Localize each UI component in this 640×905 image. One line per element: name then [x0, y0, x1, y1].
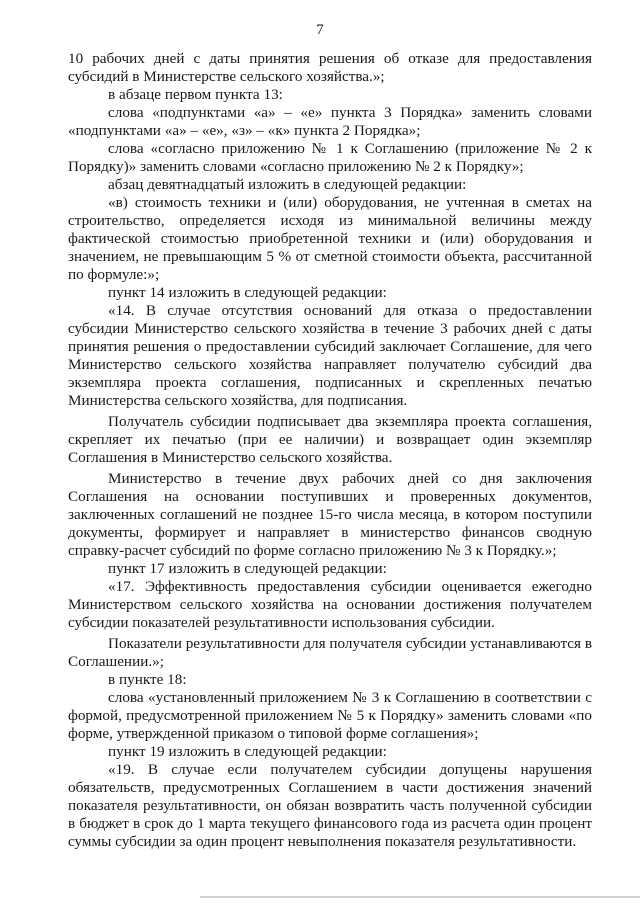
paragraph-6: «в) стоимость техники и (или) оборудования, не учтенная в сметах на строительство, определяется исходя из минимальной величины между фактической стоимостью приобретенной техники и (или) оборудования и значением, не превышающим 5 % от сметной стоимости объекта, рассчитанной по формуле:»; [68, 194, 592, 283]
paragraph-12: «17. Эффективность предоставления субсидии оценивается ежегодно Министерством сельского хозяйства на основании достижения получателем субсидии показателей результативности использования субсидии. [68, 578, 592, 631]
paragraph-9: Получатель субсидии подписывает два экземпляра проекта соглашения, скрепляет их печатью (при ее наличии) и возвращает один экземпляр Соглашения в Министерство сельского хозяйства. [68, 413, 592, 466]
paragraph-2: в абзаце первом пункта 13: [108, 86, 283, 103]
document-body [68, 50, 592, 851]
scan-edge-line [200, 896, 640, 898]
paragraph-17: «19. В случае если получателем субсидии допущены нарушения обязательств, предусмотренных Соглашением в части достижения значений показателя результативности, он обязан возвратить часть полученной субсидии в бюджет в срок до 1 марта текущего финансового года из расчета один процент суммы субсидии за один процент невыполнения показателя результативности. [68, 761, 592, 850]
paragraph-1: 10 рабочих дней с даты принятия решения об отказе для предоставления субсидий в Министерстве сельского хозяйства.»; [68, 50, 592, 85]
paragraph-10: Министерство в течение двух рабочих дней со дня заключения Соглашения на основании поступивших и проверенных документов, заключенных соглашений не позднее 15-го числа месяца, в котором поступили документы, формирует и направляет в министерство финансов сводную справку-расчет субсидий по форме согласно приложению № 3 к Порядку.»; [68, 470, 592, 559]
paragraph-16: пункт 19 изложить в следующей редакции: [108, 743, 387, 760]
page-number: 7 [316, 22, 324, 38]
paragraph-15: слова «установленный приложением № 3 к Соглашению в соответствии с формой, предусмотренной приложением № 5 к Порядку» заменить словами «по форме, утвержденной приказом о типовой форме соглашения»; [68, 689, 592, 742]
paragraph-3: слова «подпунктами «а» – «е» пункта 3 Порядка» заменить словами «подпунктами «а» – «е», «з» – «к» пункта 2 Порядка»; [68, 104, 592, 139]
paragraph-8: «14. В случае отсутствия оснований для отказа о предоставлении субсидии Министерство сельского хозяйства в течение 3 рабочих дней с даты принятия решения о предоставлении субсидий заключает Соглашение, для чего Министерство сельского хозяйства направляет получателю субсидий два экземпляра проекта соглашения, подписанных и скрепленных печатью Министерства сельского хозяйства, для подписания. [68, 302, 592, 409]
paragraph-11: пункт 17 изложить в следующей редакции: [108, 560, 387, 577]
paragraph-7: пункт 14 изложить в следующей редакции: [108, 284, 387, 301]
paragraph-5: абзац девятнадцатый изложить в следующей редакции: [108, 176, 467, 193]
paragraph-13: Показатели результативности для получателя субсидии устанавливаются в Соглашении.»; [68, 635, 592, 670]
paragraph-14: в пункте 18: [108, 671, 187, 688]
paragraph-4: слова «согласно приложению № 1 к Соглашению (приложение № 2 к Порядку)» заменить словами «согласно приложению № 2 к Порядку»; [68, 140, 592, 175]
